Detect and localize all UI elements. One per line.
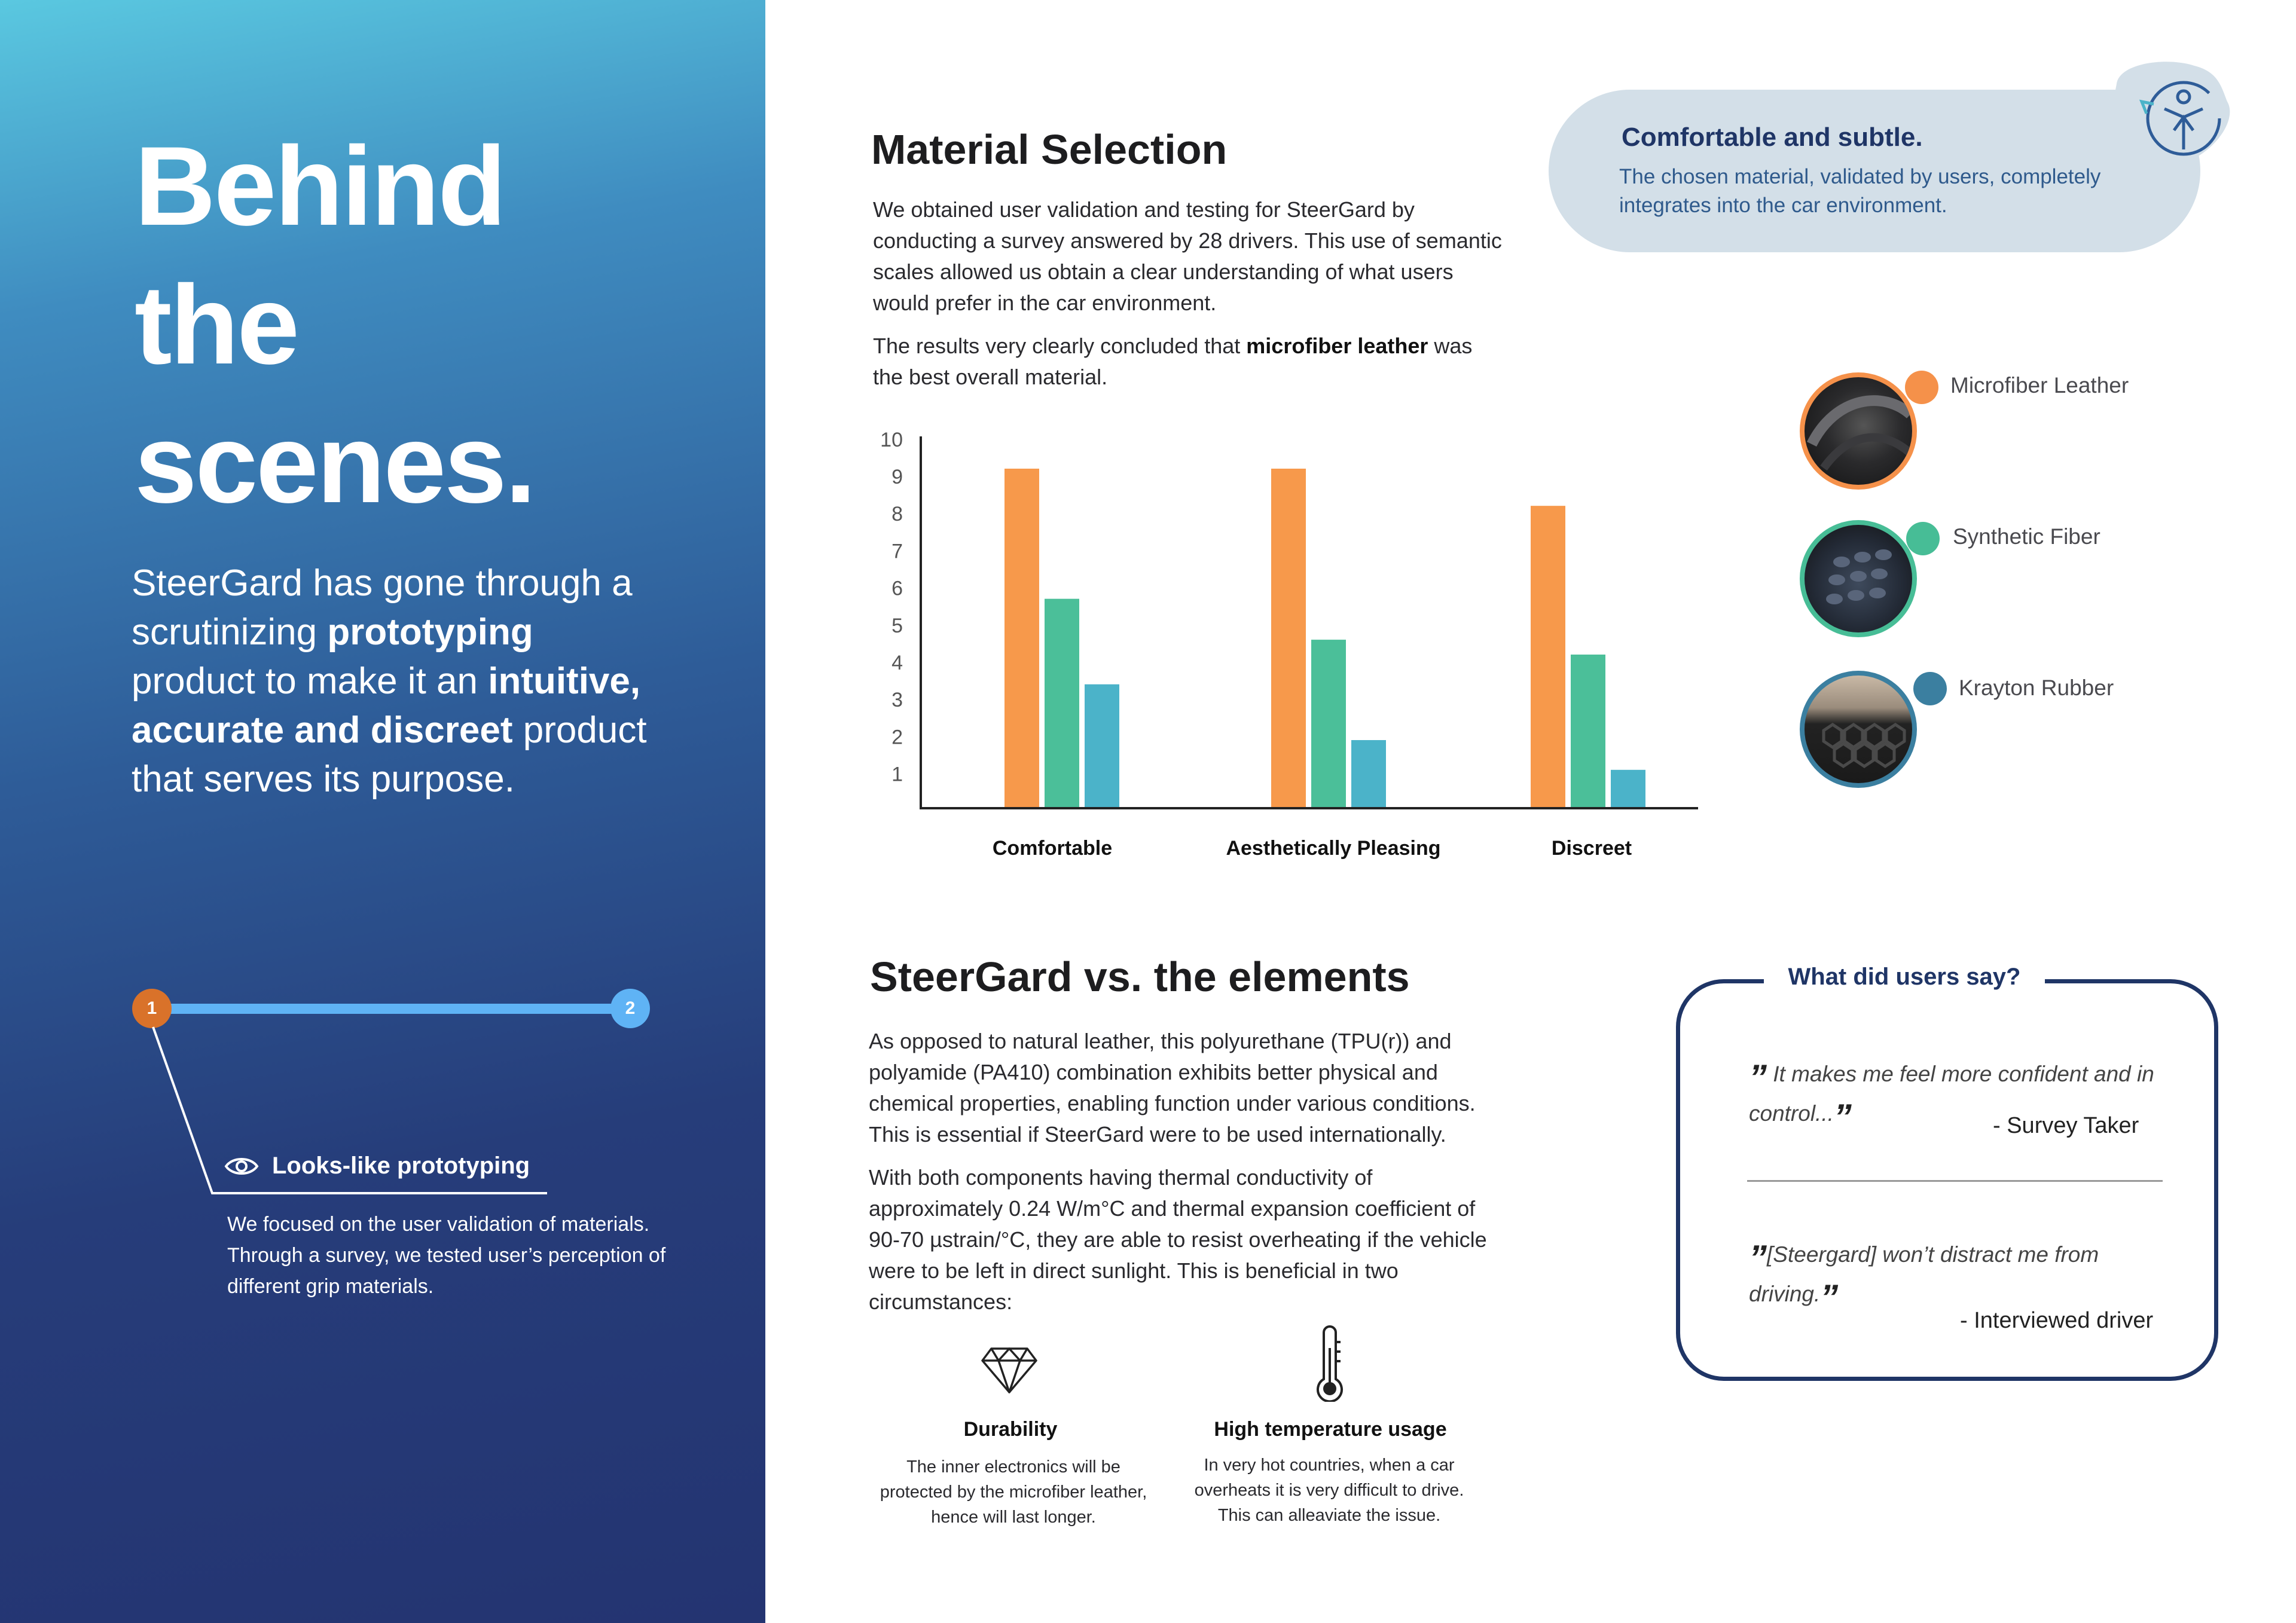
x-category-label: Discreet <box>1551 837 1632 860</box>
progress-track <box>152 1004 631 1014</box>
y-tick-label: 2 <box>891 726 903 749</box>
synthetic-fiber-swatch <box>1800 520 1917 637</box>
microfiber-leather-dot <box>1905 371 1938 404</box>
bar-krayton-rubber <box>1351 740 1386 807</box>
durability-title: Durability <box>963 1418 1058 1441</box>
synthetic-fiber-label: Synthetic Fiber <box>1953 524 2100 549</box>
y-tick-label: 7 <box>891 540 903 563</box>
rubber-texture <box>1800 671 1917 788</box>
y-tick-label: 9 <box>891 465 903 488</box>
elements-paragraph-2: With both components having thermal conductivity of approximately 0.24 W/m°C and thermal expansion coefficient of 90-70 µstrain/°C, they are able to resist overheating if the vehicle were to be left in direct sunlight. This is beneficial in two circumstances: <box>869 1165 1487 1314</box>
quote-close-mark: ” <box>1833 1097 1852 1137</box>
material-selection-title: Material Selection <box>871 126 1228 173</box>
quote-open-mark: ” <box>1749 1057 1767 1098</box>
high-temperature-title: High temperature usage <box>1214 1418 1447 1441</box>
callout-body: The chosen material, validated by users, completely integrates into the car environment. <box>1619 165 2101 217</box>
microfiber-leather-swatch <box>1800 372 1917 490</box>
y-tick-label: 3 <box>891 689 903 712</box>
durability-description: The inner electronics will be protected by the microfiber leather, hence will last longer. <box>880 1457 1147 1527</box>
synthetic-fiber-dot <box>1906 522 1940 555</box>
intro-text-part: product that serves its purpose. <box>132 710 647 800</box>
intro-text-part: SteerGard has gone through a scrutinizing <box>132 563 633 653</box>
bar-krayton-rubber <box>1085 684 1119 807</box>
quote-text: [Steergard] won’t distract me from driving. <box>1749 1242 2099 1306</box>
krayton-rubber-dot <box>1913 672 1947 705</box>
y-tick-label: 6 <box>891 577 903 600</box>
conclusion-text: was the best overall material. <box>873 334 1473 389</box>
bar-microfiber-leather <box>1271 469 1306 807</box>
krayton-rubber-swatch <box>1800 671 1917 788</box>
material-selection-conclusion <box>873 331 1507 393</box>
intro-bold: prototyping <box>327 612 533 653</box>
quote-open-mark: ” <box>1749 1238 1767 1278</box>
quotes-title: What did users say? <box>1788 964 2021 990</box>
bar-microfiber-leather <box>1531 506 1565 807</box>
thermometer-icon <box>1313 1324 1347 1402</box>
intro-text-part: product to make it an <box>132 661 488 702</box>
quote-2-author: - Interviewed driver <box>1960 1308 2154 1333</box>
quote-2 <box>1749 1235 2155 1318</box>
fiber-texture <box>1800 520 1917 637</box>
quote-text: It makes me feel more confident and in control... <box>1749 1062 2154 1126</box>
y-tick-label: 8 <box>891 503 903 526</box>
microfiber-leather-label: Microfiber Leather <box>1950 373 2129 398</box>
material-selection-paragraph: We obtained user validation and testing for SteerGard by conducting a survey answered by 28 drivers. This use of semantic scales allowed us obtain a clear understanding of what users would prefer in the car environment. <box>873 197 1502 315</box>
step-title-label: Looks-like prototyping <box>272 1153 530 1179</box>
x-category-label: Aesthetically Pleasing <box>1226 837 1441 860</box>
hero-line: scenes. <box>135 401 535 526</box>
intro-text <box>132 559 658 804</box>
y-tick-label: 5 <box>891 614 903 637</box>
hero-line: Behind <box>135 123 505 249</box>
material-rating-chart <box>861 418 1698 897</box>
bar-krayton-rubber <box>1611 770 1645 807</box>
hero-line: the <box>135 262 298 387</box>
step-description: We focused on the user validation of materials. Through a survey, we tested user’s perception of different grip materials. <box>227 1213 666 1298</box>
progress-step-1[interactable]: 1 <box>132 989 172 1028</box>
diamond-icon <box>981 1346 1038 1394</box>
bar-synthetic-fiber <box>1311 640 1346 807</box>
callout-title: Comfortable and subtle. <box>1622 123 1923 152</box>
progress-step-2[interactable]: 2 <box>610 989 650 1028</box>
hero-title <box>135 117 673 533</box>
eye-icon <box>224 1154 259 1178</box>
step-title <box>224 1153 583 1179</box>
quotes-divider <box>1747 1180 2163 1182</box>
quote-close-mark: ” <box>1820 1277 1839 1318</box>
leather-texture <box>1800 372 1917 490</box>
x-category-label: Comfortable <box>992 837 1113 860</box>
elements-title: SteerGard vs. the elements <box>870 953 1410 1000</box>
high-temperature-description: In very hot countries, when a car overheats it is very difficult to drive. This can alleaviate the issue. <box>1194 1456 1464 1525</box>
bar-microfiber-leather <box>1004 469 1039 807</box>
krayton-rubber-label: Krayton Rubber <box>1959 676 2114 700</box>
y-tick-label: 1 <box>891 763 903 786</box>
y-tick-label: 10 <box>880 428 903 451</box>
conclusion-text: The results very clearly concluded that <box>873 334 1247 358</box>
bar-synthetic-fiber <box>1571 655 1605 807</box>
quote-1-author: - Survey Taker <box>1993 1113 2139 1138</box>
conclusion-highlight: microfiber leather <box>1246 334 1428 358</box>
bar-synthetic-fiber <box>1045 599 1079 807</box>
y-tick-label: 4 <box>891 651 903 674</box>
intro-bold: intuitive, accurate and discreet <box>132 661 641 751</box>
driver-logo-icon <box>2105 60 2236 173</box>
elements-paragraph-1: As opposed to natural leather, this polyurethane (TPU(r)) and polyamide (PA410) combination exhibits better physical and chemical properties, enabling function under various conditions. This is essential if SteerGard were to be used internationally. <box>869 1029 1476 1147</box>
